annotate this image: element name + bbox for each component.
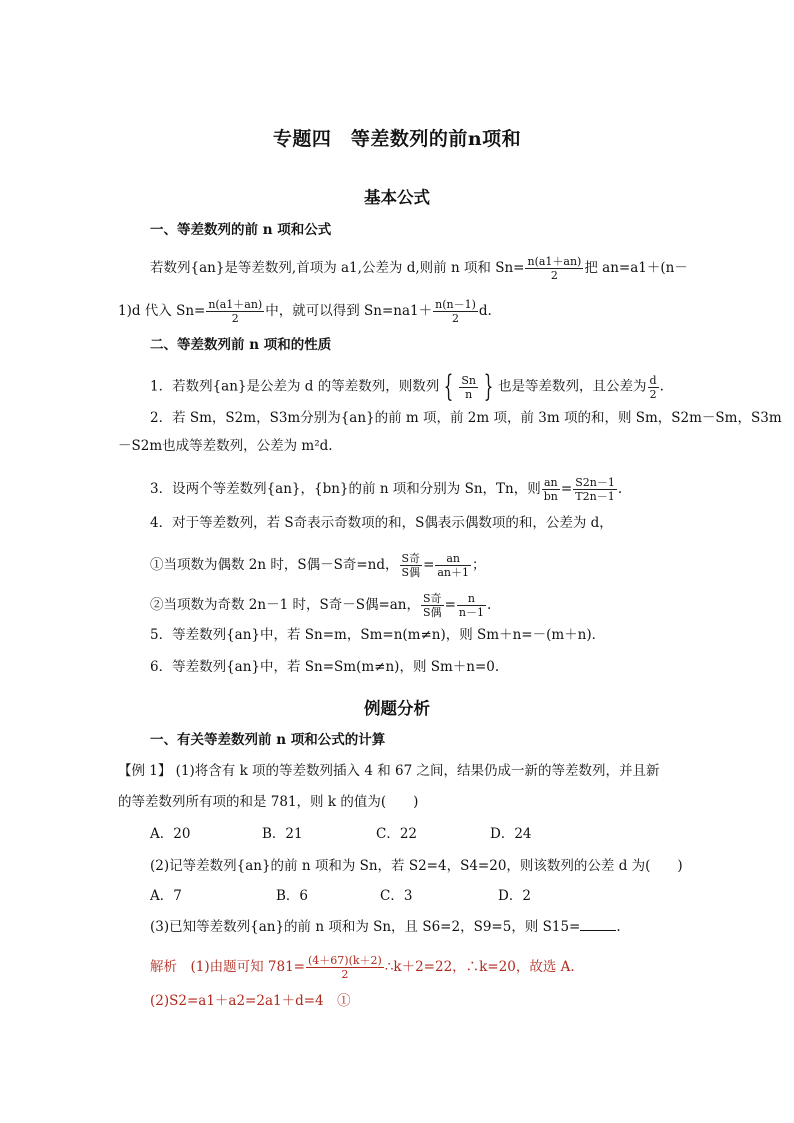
fraction-an-over-an1 [435, 552, 471, 579]
option-b: B．21 [262, 826, 303, 842]
numerator: S奇 [401, 552, 421, 565]
solution-line1 [150, 954, 575, 981]
numerator: n(a1＋an) [208, 298, 263, 311]
text: ②当项数为奇数 2n－1 时，S奇－S偶=an， [150, 597, 421, 613]
text: 若数列{an}是等差数列,首项为 a1,公差为 d,则前 n 项和 Sn= [150, 260, 525, 276]
right-brace-icon: } [483, 369, 494, 404]
text: ①当项数为偶数 2n 时，S偶－S奇=nd， [150, 557, 399, 573]
text: ∴k＋2=22，∴k=20，故选 A. [384, 959, 575, 975]
property-2-line2: －S2m也成等差数列，公差为 m²d. [118, 438, 333, 454]
numerator: n [457, 592, 486, 606]
option-a: A．7 [150, 888, 182, 904]
denominator: S偶 [401, 566, 421, 579]
numerator: (4＋67)(k＋2) [308, 954, 382, 967]
section-heading-examples: 例题分析 [364, 699, 430, 718]
denominator: T2n－1 [575, 490, 615, 503]
property-5: 5．等差数列{an}中，若 Sn=m，Sm=n(m≠n)，则 Sm＋n=－(m＋n)． [150, 627, 606, 643]
numerator: n(n－1) [435, 298, 476, 311]
fraction-an-over-bn [542, 476, 560, 503]
numerator: n(a1＋an) [527, 255, 582, 268]
property-6: 6．等差数列{an}中，若 Sn=Sm(m≠n)，则 Sm＋n=0. [150, 659, 500, 675]
subheading-sum-formula: 一、等差数列的前 n 项和公式 [150, 222, 332, 238]
text: . [616, 919, 621, 935]
text: 3．设两个等差数列{an}，{bn}的前 n 项和分别为 Sn，Tn，则 [150, 481, 541, 497]
denominator: bn [543, 490, 558, 503]
property-1: 1．若数列{an}是公差为 d 的等差数列，则数列 { $\frac{Sn}{n}$ } 也是等差数列，且公差为 $\frac{d}{2}$ . [150, 369, 664, 404]
equals-sign: = [560, 481, 573, 497]
fraction-s-odd-over-s-even-2 [421, 592, 444, 619]
text: d. [478, 303, 492, 319]
page-title: 专题四 等差数列的前n项和 [272, 128, 522, 150]
option-d: D．2 [498, 888, 531, 904]
numerator: an [542, 476, 560, 490]
denominator: n－1 [458, 606, 484, 619]
numerator: S2n－1 [575, 476, 615, 489]
property-4-case-even [150, 552, 486, 579]
equals-sign: = [423, 557, 435, 573]
question-2: (2)记等差数列{an}的前 n 项和为 Sn，若 S2=4，S4=20，则该数列的公差 d 为( ) [150, 858, 683, 874]
section-heading-basic: 基本公式 [364, 188, 430, 207]
property-4-case-odd: ②当项数为奇数 2n－1 时，S奇－S偶=an， $\frac{\text{S奇}}{\text{S偶}}$ = $\frac{n}{n-1}$ . [150, 592, 492, 619]
fraction-sum-formula-2 [206, 298, 264, 325]
question-3 [150, 918, 621, 936]
numerator: Sn [461, 373, 476, 387]
text: ； [472, 557, 486, 573]
option-c: C．3 [380, 888, 413, 904]
text: 解析 (1)由题可知 781= [150, 959, 305, 975]
property-4: 4．对于等差数列，若 S奇表示奇数项的和，S偶表示偶数项的和，公差为 d， [150, 515, 613, 531]
denominator: 2 [231, 312, 239, 325]
solution-line2: (2)S2=a1＋a2=2a1＋d=4 ① [150, 993, 351, 1009]
fraction-nn1 [433, 298, 478, 325]
option-b: B．6 [276, 888, 309, 904]
option-c: C．22 [376, 826, 418, 842]
text: 也是等差数列，且公差为 [498, 378, 647, 395]
text: 1．若数列{an}是公差为 d 的等差数列，则数列 [150, 378, 440, 395]
option-d: D．24 [490, 826, 532, 842]
text: 1)d 代入 Sn= [118, 303, 206, 319]
fraction-solution [306, 954, 384, 981]
denominator: 2 [550, 269, 558, 282]
subheading-calculation: 一、有关等差数列前 n 项和公式的计算 [150, 732, 386, 748]
left-brace-icon: { [444, 369, 454, 404]
text: 中，就可以得到 Sn=na1＋ [265, 303, 433, 319]
numerator: d [649, 373, 657, 387]
text: 把 an=a1＋(n－ [584, 260, 688, 276]
fraction-s-over-t [573, 476, 617, 503]
denominator: S偶 [423, 606, 442, 619]
subheading-properties: 二、等差数列前 n 项和的性质 [150, 337, 332, 353]
fraction-sum-formula [525, 255, 583, 282]
text: (3)已知等差数列{an}的前 n 项和为 Sn，且 S6=2，S9=5，则 S15= [150, 919, 581, 935]
denominator: an＋1 [437, 566, 470, 579]
formula-paragraph-line1 [150, 255, 688, 282]
fraction-sn-over-n [459, 374, 478, 401]
property-3: 3．设两个等差数列{an}，{bn}的前 n 项和分别为 Sn，Tn，则 $\frac{an}{bn}$ = $\frac{S2n-1}{T2n-1}$ . [150, 476, 623, 503]
example-1-line1: 【例 1】 (1)将含有 k 项的等差数列插入 4 和 67 之间，结果仍成一新的等差数列，并且新 [118, 763, 660, 779]
denominator: 2 [451, 312, 459, 325]
fraction-n-over-n1 [457, 592, 486, 619]
numerator: S奇 [423, 592, 442, 605]
denominator: n [465, 387, 473, 401]
fraction-s-odd-over-s-even [400, 552, 423, 579]
example-1-line2: 的等差数列所有项的和是 781，则 k 的值为( ) [118, 794, 419, 810]
formula-paragraph-line2 [118, 298, 492, 325]
denominator: 2 [649, 387, 657, 401]
numerator: an [435, 552, 471, 566]
answer-blank [580, 918, 616, 931]
denominator: 2 [341, 968, 349, 981]
property-2-line1: 2．若 Sm，S2m，S3m分别为{an}的前 m 项，前 2m 项，前 3m 项的和，则 Sm，S2m－Sm，S3m [150, 410, 782, 426]
equals-sign: = [444, 597, 456, 613]
fraction-d-over-2 [648, 374, 659, 401]
option-a: A．20 [150, 826, 191, 842]
